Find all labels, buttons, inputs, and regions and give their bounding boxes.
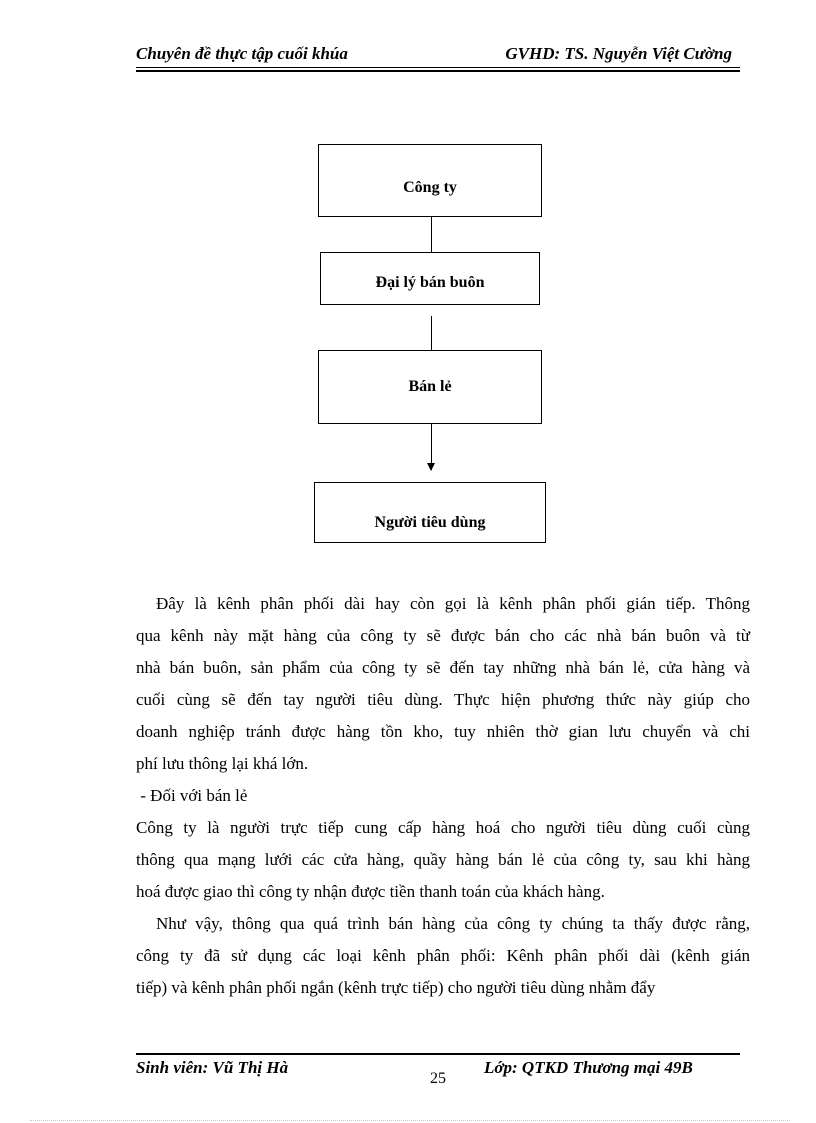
paragraph-conclusion xyxy=(136,908,750,1004)
footer-student: Sinh viên: Vũ Thị Hà xyxy=(136,1058,289,1077)
diagram-box-consumer xyxy=(314,482,546,543)
diagram-box-label: Công ty xyxy=(403,178,457,196)
header-supervisor: GVHD: TS. Nguyễn Việt Cường xyxy=(505,44,732,63)
text-line: cuối cùng sẽ đến tay người tiêu dùng. Thực hiện phương thức này giúp cho xyxy=(136,690,750,709)
text-line: Như vậy, thông qua quá trình bán hàng của công ty chúng ta thấy được rằng, xyxy=(156,914,750,933)
footer-rule xyxy=(136,1053,740,1055)
diagram-box-label: Bán lẻ xyxy=(408,378,452,395)
diagram-box-wholesale-agent xyxy=(320,252,540,305)
text-line: phí lưu thông lại khá lớn. xyxy=(136,754,309,773)
page-bottom-dotted-line xyxy=(30,1120,790,1121)
text-line: nhà bán buôn, sản phẩm của công ty sẽ đến tay những nhà bán lẻ, cửa hàng và xyxy=(136,658,750,677)
text-line: Đây là kênh phân phối dài hay còn gọi là kênh phân phối gián tiếp. Thông xyxy=(156,594,750,613)
text-line: thông qua mạng lưới các cửa hàng, quầy hàng bán lẻ của công ty, sau khi hàng xyxy=(136,850,750,869)
text-line: tiếp) và kênh phân phối ngắn (kênh trực tiếp) cho người tiêu dùng nhằm đẩy xyxy=(136,978,656,997)
text-line: qua kênh này mặt hàng của công ty sẽ được bán cho các nhà bán buôn và từ xyxy=(136,626,750,645)
paragraph-indirect-channel xyxy=(136,588,750,780)
down-arrow-icon xyxy=(431,424,432,470)
heading-retail xyxy=(136,780,750,812)
paragraph-retail xyxy=(136,812,750,908)
diagram-box-label: Người tiêu dùng xyxy=(374,513,486,531)
text-line: - Đối với bán lẻ xyxy=(136,786,248,805)
text-line: Công ty là người trực tiếp cung cấp hàng hoá cho người tiêu dùng cuối cùng xyxy=(136,818,750,837)
diagram-box-retail xyxy=(318,350,542,424)
header-rule xyxy=(136,67,740,68)
header-rule-thick xyxy=(136,70,740,72)
diagram-box-label: Đại lý bán buôn xyxy=(375,273,485,291)
text-line: doanh nghiệp tránh được hàng tồn kho, tuy nhiên thờ gian lưu chuyển và chi xyxy=(136,722,750,741)
footer-class: Lớp: QTKD Thương mại 49B xyxy=(484,1058,693,1077)
diagram-box-company xyxy=(318,144,542,217)
page-number: 25 xyxy=(430,1070,446,1087)
text-line: hoá được giao thì công ty nhận được tiền thanh toán của khách hàng. xyxy=(136,882,605,901)
page-header xyxy=(136,44,740,68)
text-line: công ty đã sử dụng các loại kênh phân phối: Kênh phân phối dài (kênh gián xyxy=(136,946,750,965)
header-left-title: Chuyên đề thực tập cuối khúa xyxy=(136,44,348,63)
